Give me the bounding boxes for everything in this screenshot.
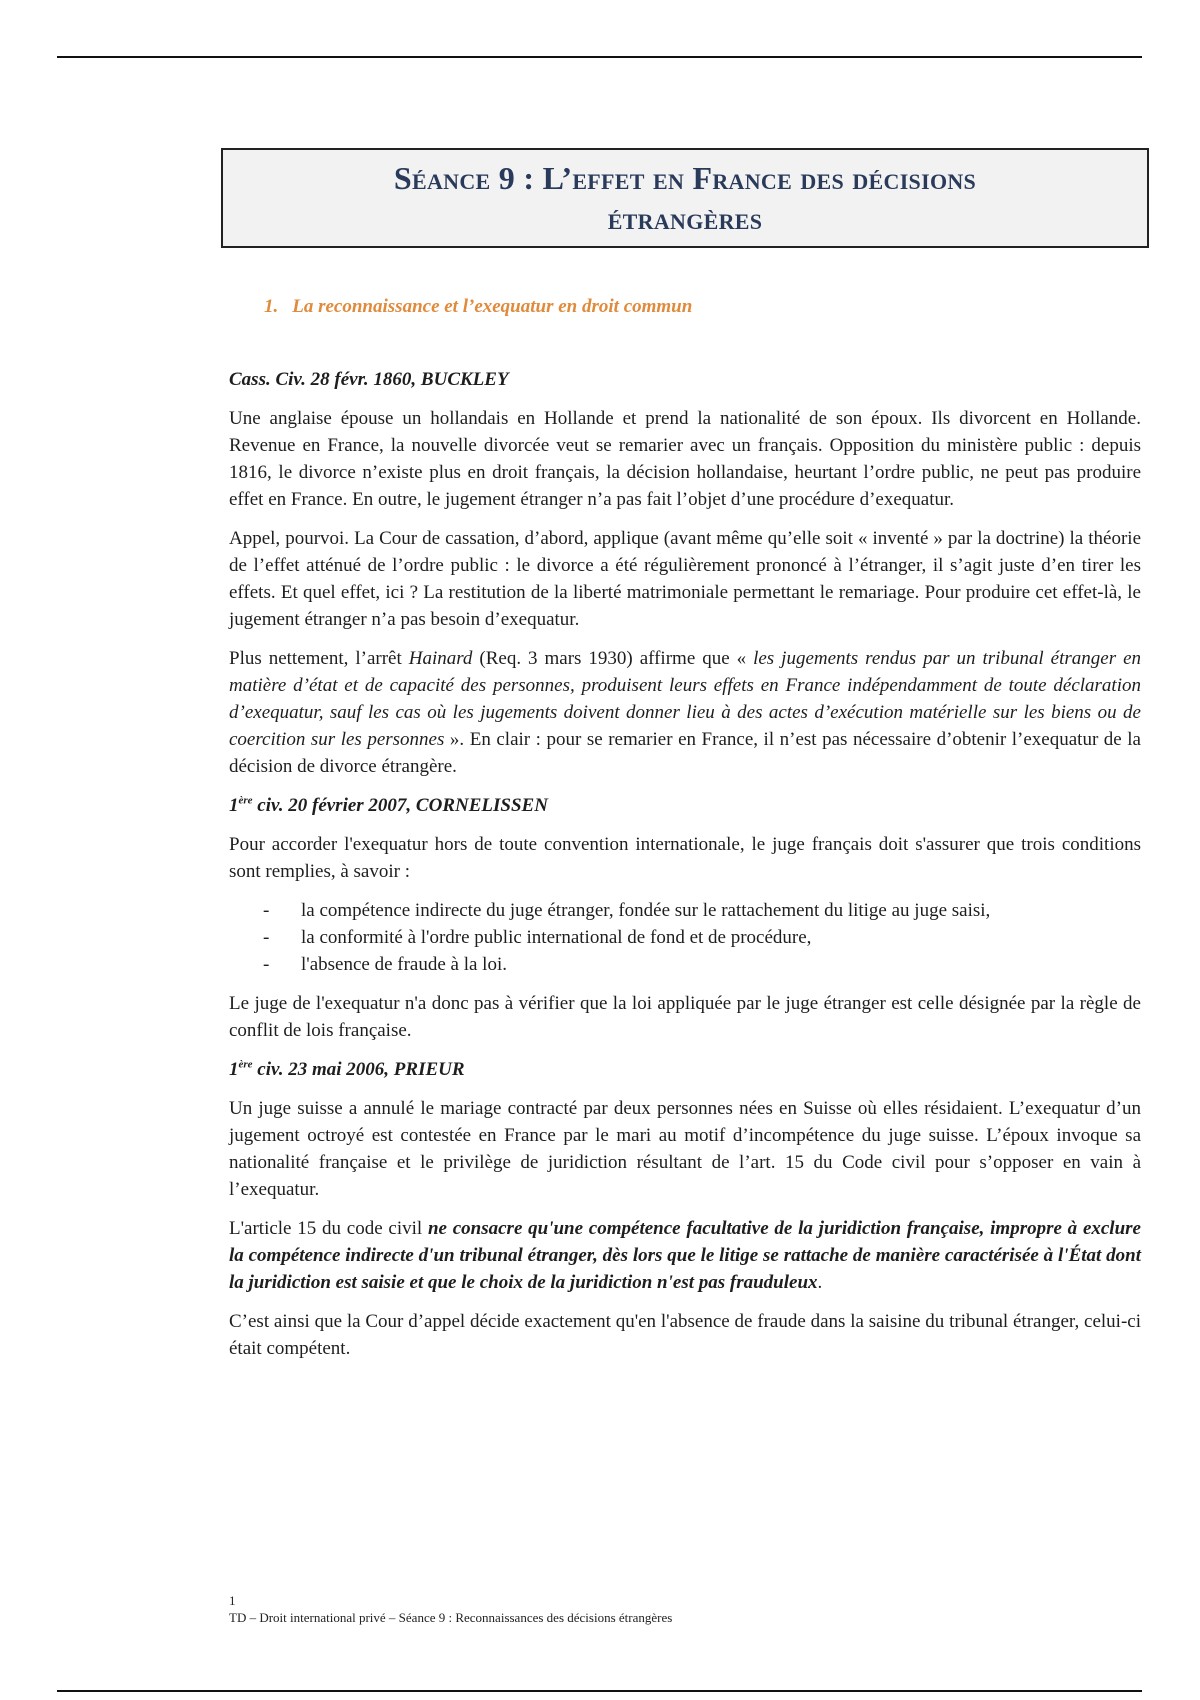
section-number: 1.	[264, 296, 279, 317]
prieur-paragraph-1: Un juge suisse a annulé le mariage contracté par deux personnes nées en Suisse où elles résidaient. L’exequatur d’un jugement octroyé est contestée en France par le mari au motif d’incompétence du juge suisse. L’époux invoque sa nationalité française et le privilège de juridiction résultant de l’art. 15 du Code civil pour s’opposer en vain à l’exequatur.	[229, 1098, 1141, 1200]
article-15-intro: L'article 15 du code civil	[229, 1218, 428, 1239]
case-title-buckley: Cass. Civ. 28 févr. 1860, BUCKLEY	[229, 369, 509, 390]
case-title-number: 1	[229, 795, 239, 816]
cornelissen-paragraph-2: Le juge de l'exequatur n'a donc pas à vérifier que la loi appliquée par le juge étranger est celle désignée par la règle de conflit de lois française.	[229, 993, 1141, 1041]
list-item: - l'absence de fraude à la loi.	[263, 954, 507, 975]
buckley-paragraph-1: Une anglaise épouse un hollandais en Hollande et prend la nationalité de son époux. Ils divorcent en Hollande. Revenue en France, la nouvelle divorcée veut se remarier avec un français. Opposition du ministère public : depuis 1816, le divorce n’existe plus en droit français, la décision hollandaise, heurtant l’ordre public, ne peut pas produire effet en France. En outre, le jugement étranger n’a pas fait l’objet d’une procédure d’exequatur.	[229, 408, 1141, 510]
case-title-rest: civ. 23 mai 2006, PRIEUR	[252, 1059, 465, 1080]
list-item: - la conformité à l'ordre public international de fond et de procédure,	[263, 927, 812, 948]
case-title-rest: civ. 20 février 2007, CORNELISSEN	[252, 795, 548, 816]
hainard-case-name: Hainard	[408, 648, 473, 669]
case-title-superscript: ère	[238, 1058, 253, 1071]
document-body	[229, 366, 1141, 1374]
list-item: - la compétence indirecte du juge étranger, fondée sur le rattachement du litige au juge saisi,	[263, 900, 991, 921]
case-title-cornelissen	[229, 792, 1141, 819]
case-title-number: 1	[229, 1059, 239, 1080]
hainard-quote: les jugements rendus par un tribunal étranger en matière d’état et de capacité des personnes, produisent leurs effets en France indépendamment de toute déclaration d’exequatur, sauf les cas où les jugements doivent donner lieu à des actes d’exécution matérielle sur les biens ou de coercition sur les personnes	[229, 648, 1142, 750]
section-heading	[264, 296, 692, 318]
case-title-superscript: ère	[238, 794, 253, 807]
hainard-conclusion: ». En clair : pour se remarier en France, il n’est pas nécessaire d’obtenir l’exequatur de la décision de divorce étrangère.	[229, 729, 1141, 777]
cornelissen-paragraph-1: Pour accorder l'exequatur hors de toute convention internationale, le juge français doit s'assurer que trois conditions sont remplies, à savoir :	[229, 834, 1141, 882]
condition-text: la conformité à l'ordre public international de fond et de procédure,	[301, 927, 812, 948]
article-15-holding: ne consacre qu'une compétence facultative de la juridiction française, impropre à exclure la compétence indirecte d'un tribunal étranger, dès lors que le litige se rattache de manière caractérisée à l'État dont la juridiction est saisie et que le choix de la juridiction n'est pas frauduleux	[229, 1218, 1141, 1293]
hainard-intro: Plus nettement, l’arrêt	[229, 648, 409, 669]
prieur-paragraph-2	[229, 1215, 1141, 1296]
page-title-line-1: Séance 9 : L’effet en France des décisions	[393, 160, 977, 196]
conditions-list	[229, 897, 1141, 978]
buckley-paragraph-2: Appel, pourvoi. La Cour de cassation, d’abord, applique (avant même qu’elle soit « inventé » par la doctrine) la théorie de l’effet atténué de l’ordre public : le divorce a été régulièrement prononcé à l’étranger, il s’agit juste d’en tirer les effets. Et quel effet, ici ? La restitution de la liberté matrimoniale permettant le remariage. Pour produire cet effet-là, le jugement étranger n’a pas besoin d’exequatur.	[229, 528, 1141, 630]
buckley-paragraph-3	[229, 645, 1141, 780]
section-label: La reconnaissance et l’exequatur en droit commun	[292, 296, 693, 317]
page-number: 1	[229, 1593, 236, 1608]
page-footer	[229, 1592, 672, 1626]
top-rule	[57, 56, 1142, 58]
prieur-paragraph-3: C’est ainsi que la Cour d’appel décide exactement qu'en l'absence de fraude dans la saisine du tribunal étranger, celui-ci était compétent.	[229, 1311, 1141, 1359]
article-15-period: .	[817, 1272, 823, 1293]
page-title-line-2: étrangères	[607, 200, 763, 236]
condition-text: la compétence indirecte du juge étranger, fondée sur le rattachement du litige au juge saisi,	[301, 900, 991, 921]
title-box	[221, 148, 1149, 248]
hainard-citation: (Req. 3 mars 1930) affirme que «	[472, 648, 754, 669]
footer-text: TD – Droit international privé – Séance 9 : Reconnaissances des décisions étrangères	[229, 1610, 673, 1625]
bottom-rule	[57, 1690, 1142, 1692]
case-title-prieur	[229, 1056, 1141, 1083]
condition-text: l'absence de fraude à la loi.	[301, 954, 507, 975]
